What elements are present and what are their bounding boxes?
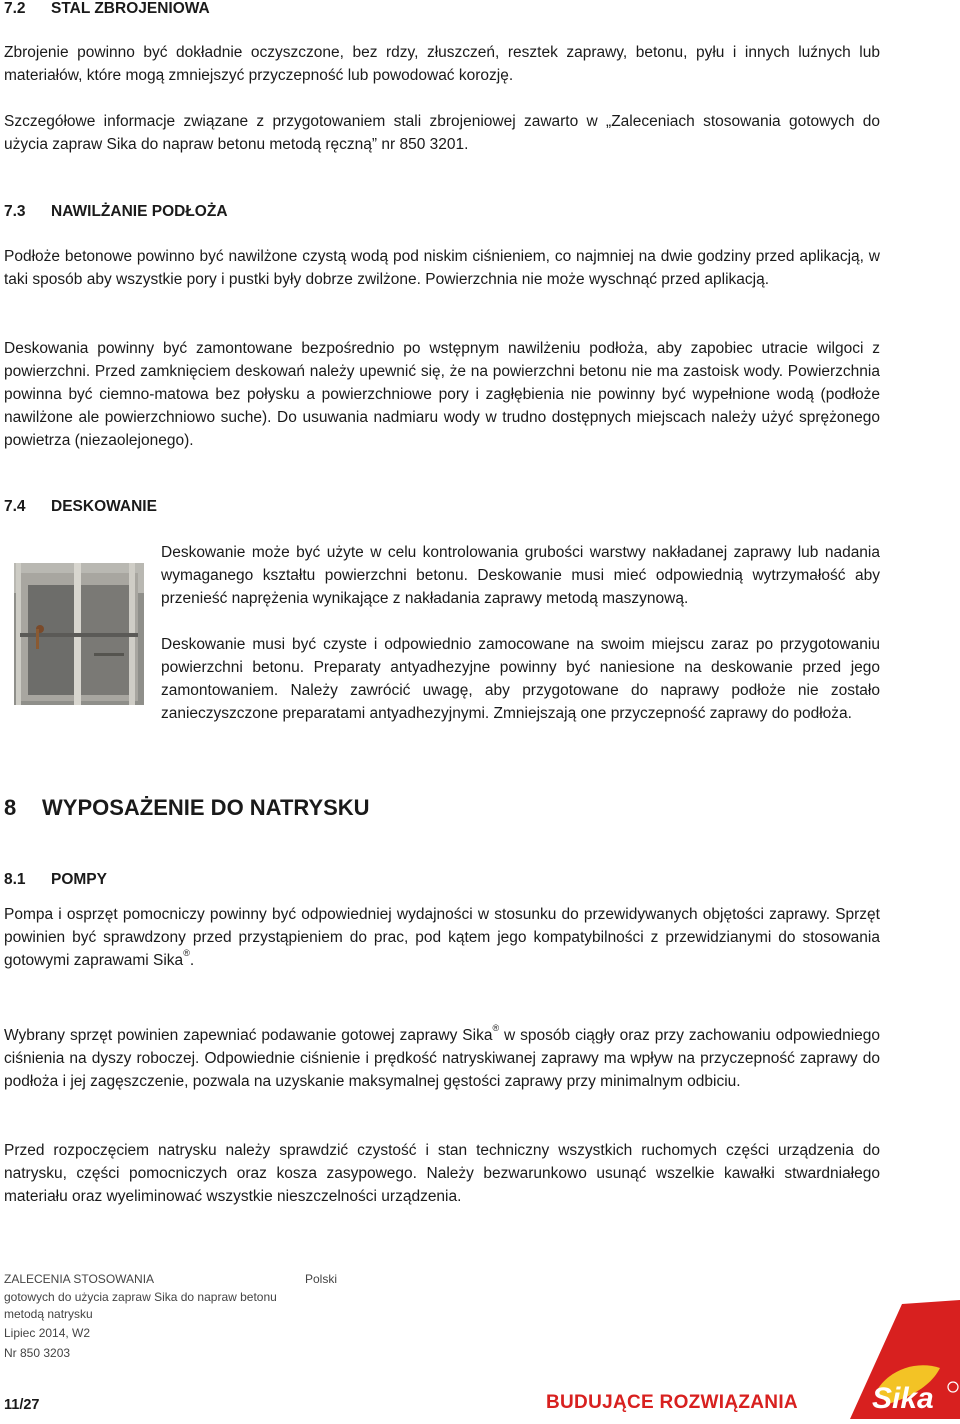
footer-date: Lipiec 2014, W2 bbox=[4, 1326, 91, 1340]
section-title: STAL ZBROJENIOWA bbox=[51, 0, 210, 17]
paragraph bbox=[4, 1024, 880, 1093]
paragraph-text: Wybrany sprzęt powinien zapewniać podawanie gotowej zaprawy Sika bbox=[4, 1027, 493, 1044]
chapter-8-heading bbox=[4, 795, 370, 821]
paragraph: Deskowania powinny być zamontowane bezpośrednio po wstępnym nawilżeniu podłoża, aby zapobiec utracie wilgoci z powierzchni. Przed zamknięciem deskowań należy upewnić się, że na powierzchni betonu nie ma zastoisk wody. Powierzchnia powinna być ciemno-matowa bez połysku a powierzchniowe pory i zagłębienia nie powinny być wypełnione wodą (podłoże nawilżone ale powierzchniowo suche). Do usuwania nadmiaru wody w trudno dostępnych miejscach należy użyć sprężonego powietrza (niezaolejonego). bbox=[4, 340, 880, 449]
paragraph-end: . bbox=[189, 952, 195, 969]
section-title: POMPY bbox=[51, 871, 107, 888]
sika-logo-text: Sika bbox=[872, 1382, 934, 1415]
paragraph-text: w sposób ciągły oraz przy zachowaniu odpowiedniego ciśnienia na dyszy roboczej. Odpowiednie ciśnienie i prędkość natryskiwanej zaprawy ma wpływ na przyczepność zaprawy do podłoża i jej zagęszczenie, pozwala na uzyskanie maksymalnej gęstości zaprawy przy minimalnym odbiciu. bbox=[4, 1027, 880, 1090]
paragraph: Zbrojenie powinno być dokładnie oczyszczone, bez rdzy, złuszczeń, resztek zaprawy, betonu, pyłu i innych luźnych lub materiałów, które mogą zmniejszyć przyczepność lub powodować korozję. bbox=[4, 44, 880, 84]
paragraph: Szczegółowe informacje związane z przygotowaniem stali zbrojeniowej zawarto w „Zaleceniach stosowania gotowych do użycia zapraw Sika do napraw betonu metodą ręczną” nr 850 3201. bbox=[4, 113, 880, 153]
paragraph: Deskowanie może być użyte w celu kontrolowania grubości warstwy nakładanej zaprawy lub nadania wymaganego kształtu powierzchni betonu. Deskowanie musi mieć odpowiednią wytrzymałość aby przenieść naprężenia wynikające z nakładania zaprawy metodą maszynową. bbox=[161, 544, 880, 607]
chapter-title: WYPOSAŻENIE DO NATRYSKU bbox=[42, 795, 370, 820]
section-7-3-heading bbox=[4, 203, 228, 221]
paragraph: Przed rozpoczęciem natrysku należy sprawdzić czystość i stan techniczny wszystkich ruchomych części urządzenia do natrysku, części pomocniczych oraz kosza zasypowego. Należy bezwarunkowo usunąć wszelkie kawałki stwardniałego materiału oraz wyeliminować wszystkie nieszczelności urządzenia. bbox=[4, 1142, 880, 1205]
section-8-1-heading bbox=[4, 871, 107, 889]
footer-language: Polski bbox=[305, 1272, 338, 1286]
formwork-photo-image bbox=[14, 563, 144, 705]
section-title: NAWILŻANIE PODŁOŻA bbox=[51, 203, 228, 220]
chapter-number: 8 bbox=[4, 795, 17, 820]
paragraph: Deskowanie musi być czyste i odpowiednio zamocowane na swoim miejscu zaraz po przygotowaniu powierzchni betonu. Preparaty antyadhezyjne powinny być naniesione na deskowanie przed jego zamontowaniem. Należy zawrócić uwagę, aby przygotowane do naprawy podłoże nie zostało zanieczyszczone preparatami antyadhezyjnymi. Zmniejszają one przyczepność zaprawy do podłoża. bbox=[161, 636, 880, 722]
section-number: 7.2 bbox=[4, 0, 26, 17]
sika-logo-icon bbox=[836, 1300, 960, 1419]
section-number: 7.3 bbox=[4, 203, 26, 220]
footer-doc-method: metodą natrysku bbox=[4, 1307, 93, 1321]
paragraph: Podłoże betonowe powinno być nawilżone czystą wodą pod niskim ciśnieniem, co najmniej na dwie godziny przed aplikacją, w taki sposób aby wszystkie pory i pustki były dobrze zwilżone. Powierzchnia nie może wyschnąć przed aplikacją. bbox=[4, 248, 880, 288]
section-title: DESKOWANIE bbox=[51, 498, 157, 515]
sika-logo bbox=[836, 1300, 960, 1419]
footer-doc-subtitle: gotowych do użycia zapraw Sika do napraw betonu bbox=[4, 1290, 277, 1304]
registered-mark: ® bbox=[492, 1023, 500, 1033]
formwork-photo bbox=[14, 563, 144, 705]
paragraph-text: Pompa i osprzęt pomocniczy powinny być odpowiedniej wydajności w stosunku do przewidywanych objętości zaprawy. Sprzęt powinien być sprawdzony przed przystąpieniem do prac, pod kątem jego kompatybilności z przewidzianymi do stosowania gotowymi zaprawami Sika bbox=[4, 906, 880, 969]
footer-doc-type: ZALECENIA STOSOWANIA bbox=[4, 1272, 155, 1286]
section-number: 7.4 bbox=[4, 498, 26, 515]
brand-slogan: BUDUJĄCE ROZWIĄZANIA bbox=[546, 1392, 798, 1413]
paragraph bbox=[4, 903, 880, 972]
page-number: 11/27 bbox=[4, 1397, 40, 1413]
footer-doc-number: Nr 850 3203 bbox=[4, 1346, 71, 1360]
section-number: 8.1 bbox=[4, 871, 26, 888]
section-7-2-heading bbox=[4, 0, 210, 18]
registered-mark: ® bbox=[183, 948, 190, 958]
section-7-4-heading bbox=[4, 498, 157, 516]
